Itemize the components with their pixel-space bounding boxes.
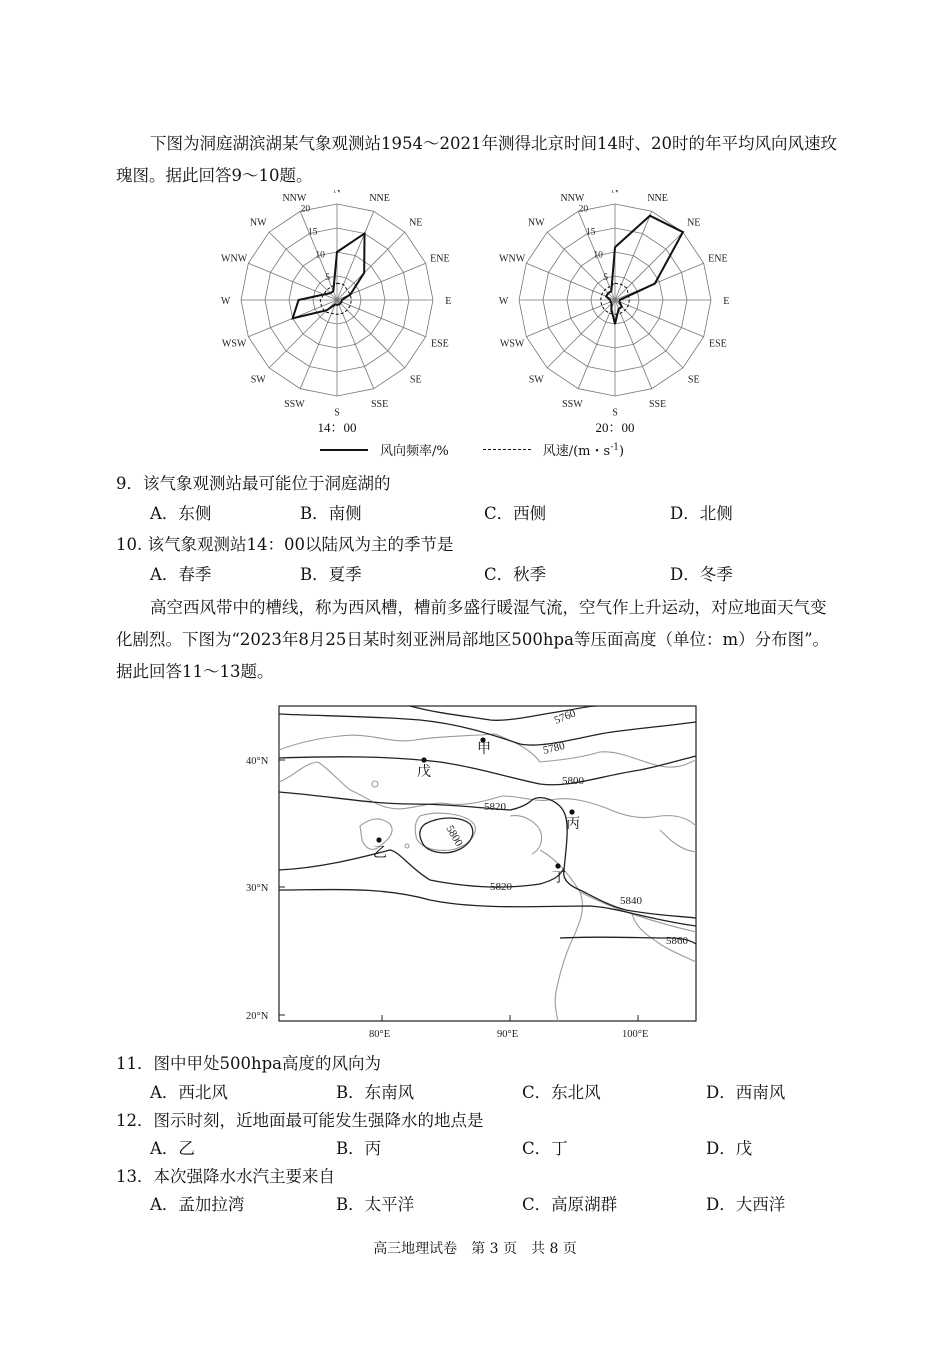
country-borders [279,734,696,1021]
ring-label: 10 [593,250,603,261]
ring-label: 20 [300,204,311,215]
direction-label-nne: NNE [647,193,668,205]
legend-frequency-label: 风向频率/% [380,444,449,459]
direction-label-sw: SW [528,374,544,386]
direction-label-n: N [611,190,619,196]
q9-option-a: A．东侧 [150,504,212,523]
q12-option-c: C．丁 [522,1139,568,1158]
direction-label-ene: ENE [708,253,728,265]
contour-label-5800-inner: 5800 [443,823,465,849]
q10-option-c: C．秋季 [484,565,547,584]
q12-option-a: A．乙 [150,1139,195,1158]
intro-paragraph-1: 下图为洞庭湖滨湖某气象观测站1954～2021年测得北京时间14时、20时的年平均风向风速玫瑰图。据此回答9～10题。 [116,134,837,185]
contour-label-5820: 5820 [484,801,506,813]
direction-label-sse: SSE [370,398,389,410]
q13-option-c: C．高原湖群 [522,1195,618,1214]
direction-label-ssw: SSW [562,398,583,410]
direction-label-nnw: NNW [282,193,307,205]
contour-5820-south [279,850,564,887]
contour-label-5800: 5800 [562,775,584,787]
direction-label-e: E [445,296,452,307]
direction-label-ne: NE [409,217,423,229]
place-markers [373,737,580,886]
place-bing: 丙 [566,817,580,832]
contour-label-5860: 5860 [666,935,688,947]
lat-label-40n: 40°N [246,756,269,767]
direction-label-n: N [333,190,341,196]
direction-label-ne: NE [687,217,701,229]
contour-label-5820-south: 5820 [490,881,512,893]
q13-option-d: D．大西洋 [706,1195,786,1214]
contour-label-5780: 5780 [541,739,567,757]
question-11-stem: 11．图中甲处500hpa高度的风向为 [116,1054,382,1073]
map-svg [240,700,710,1045]
lat-label-30n: 30°N [246,883,269,894]
question-10-stem: 10. 该气象观测站14：00以陆风为主的季节是 [116,535,454,554]
wind-rose-1400 [221,190,452,435]
direction-label-ssw: SSW [284,398,305,410]
wind-rose-2000 [499,190,730,435]
direction-label-wsw: WSW [499,338,525,350]
q13-option-b: B．太平洋 [336,1195,415,1214]
direction-label-nw: NW [527,217,545,229]
rose-spoke [337,232,405,300]
q13-option-a: A．孟加拉湾 [150,1195,245,1214]
contour-5800 [279,756,696,785]
q12-option-d: D．戊 [706,1139,753,1158]
direction-label-wnw: WNW [221,253,248,265]
direction-label-se: SE [409,374,422,386]
place-jia: 甲 [477,742,491,757]
question-9-options [150,500,850,528]
question-13-options [150,1191,850,1219]
direction-label-w: W [498,296,509,307]
question-9-stem: 9．该气象观测站最可能位于洞庭湖的 [116,474,391,493]
place-ding: 丁 [552,871,566,886]
lon-label-90e: 90°E [497,1029,519,1040]
direction-label-nne: NNE [369,193,390,205]
ring-label: 5 [325,273,330,284]
q9-option-b: B．南侧 [300,504,362,523]
ring-label: 20 [578,204,589,215]
direction-label-s: S [334,407,340,419]
isobaric-height-map [240,700,710,1045]
place-yi: 乙 [373,846,387,861]
rose-time-label: 14：00 [317,420,357,435]
contour-label-5840: 5840 [620,895,642,907]
q10-option-b: B．夏季 [300,565,362,584]
direction-label-e: E [723,296,730,307]
q9-option-c: C．西侧 [484,504,547,523]
contour-5780 [279,714,696,745]
ring-label: 15 [308,227,318,238]
lon-label-80e: 80°E [369,1029,391,1040]
q10-option-d: D．冬季 [670,565,733,584]
wind-rose-legend [320,440,624,459]
question-13-stem: 13．本次强降水水汽主要来自 [116,1167,335,1186]
place-wu: 戊 [417,765,431,780]
ring-label: 5 [603,273,608,284]
lon-label-100e: 100°E [622,1029,649,1040]
q12-option-b: B．丙 [336,1139,382,1158]
q11-option-d: D．西南风 [706,1083,786,1102]
direction-label-sw: SW [250,374,266,386]
wind-rose-figure [215,190,745,440]
q11-option-b: B．东南风 [336,1083,415,1102]
direction-label-ene: ENE [430,253,450,265]
direction-label-nw: NW [249,217,267,229]
question-12-options [150,1135,850,1163]
legend-frequency-line [320,449,368,451]
map-axis-labels [246,756,648,1040]
direction-label-se: SE [687,374,700,386]
lat-label-20n: 20°N [246,1011,269,1022]
q9-option-d: D．北侧 [670,504,733,523]
q11-option-a: A．西北风 [150,1083,228,1102]
direction-label-wnw: WNW [499,253,526,265]
rose-time-label: 20：00 [595,420,635,435]
rose-spoke [269,232,337,300]
direction-label-nnw: NNW [560,193,585,205]
rose-spoke [547,300,615,368]
intro-paragraph-2: 高空西风带中的槽线，称为西风槽，槽前多盛行暖湿气流，空气作上升运动，对应地面天气变化剧烈。下图为“2023年8月25日某时刻亚洲局部地区500hpa等压面高度（单位：m）分布图”。据此回答11～13题。 [116,598,830,681]
direction-label-sse: SSE [648,398,667,410]
rose-spoke [615,232,683,300]
legend-speed-label: 风速/(m・$s^{-1}$) [542,442,625,459]
direction-label-s: S [612,407,618,419]
ring-label: 10 [315,250,325,261]
direction-label-wsw: WSW [221,338,247,350]
wind-rose-chart [215,190,745,440]
question-10-options [150,561,850,589]
contour-label-5760: 5760 [552,707,578,727]
frequency-series [606,216,683,324]
direction-label-w: W [220,296,231,307]
question-12-stem: 12．图示时刻，近地面最可能发生强降水的地点是 [116,1111,484,1130]
legend-speed-line [483,449,531,450]
q11-option-c: C．东北风 [522,1083,601,1102]
question-11-options [150,1079,850,1107]
q10-option-a: A．春季 [150,565,212,584]
direction-label-ese: ESE [430,338,449,350]
ring-label: 15 [586,227,596,238]
direction-label-ese: ESE [708,338,727,350]
page-footer: 高三地理试卷 第 3 页 共 8 页 [373,1241,577,1257]
